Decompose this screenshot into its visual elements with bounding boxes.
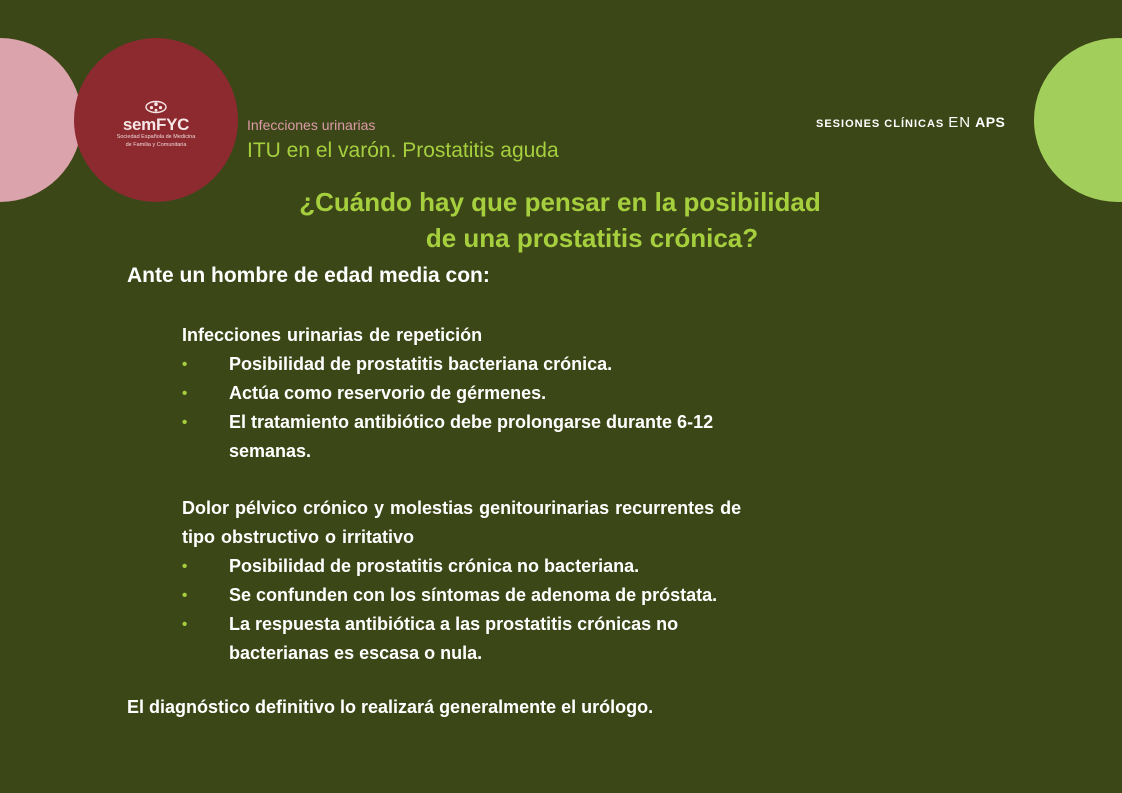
bullet-text-continuation: semanas.	[229, 441, 312, 461]
bullet-icon: •	[182, 356, 188, 373]
topic-label: Infecciones urinarias	[247, 117, 376, 133]
bullet-text: Actúa como reservorio de gérmenes.	[229, 383, 547, 403]
bullet-icon: •	[182, 587, 188, 604]
section-recurrent-infections	[182, 321, 942, 466]
section-heading-line2: tipo obstructivo o irritativo	[182, 527, 415, 547]
bullet-text: Posibilidad de prostatitis bacteriana crónica.	[229, 354, 613, 374]
lead-statement: Ante un hombre de edad media con:	[127, 264, 490, 287]
section-chronic-pain	[182, 494, 942, 668]
logo-subtitle-line1: Sociedad Española de Medicina	[116, 134, 196, 140]
bullet-text: Posibilidad de prostatitis crónica no bacteriana.	[229, 556, 640, 576]
list-item	[182, 610, 942, 668]
logo-name: semFYC	[122, 115, 190, 134]
list-item	[182, 379, 942, 408]
section-heading: Infecciones urinarias de repetición	[182, 325, 483, 345]
logo-subtitle-line2: de Familia y Comunitaria	[125, 141, 187, 148]
section-heading-line1: Dolor pélvico crónico y molestias genitourinarias recurrentes de	[182, 498, 742, 518]
bullet-icon: •	[182, 616, 188, 633]
bullet-text-continuation: bacterianas es escasa o nula.	[229, 643, 483, 663]
bullet-list	[182, 350, 942, 466]
question-line2: de una prostatitis crónica?	[425, 223, 759, 253]
semfyc-logo-icon	[143, 100, 169, 114]
series-branding	[816, 114, 1005, 132]
bullet-icon: •	[182, 558, 188, 575]
bullet-icon: •	[182, 414, 188, 431]
bullet-text: El tratamiento antibiótico debe prolongarse durante 6-12	[229, 412, 714, 432]
bullet-list	[182, 552, 942, 668]
series-label: SESIONES CLÍNICAS	[816, 118, 945, 130]
slide-question	[190, 184, 930, 256]
list-item	[182, 581, 942, 610]
semfyc-logo	[110, 100, 202, 148]
subtopic-title: ITU en el varón. Prostatitis aguda	[247, 139, 559, 162]
bullet-text: La respuesta antibiótica a las prostatitis crónicas no	[229, 614, 679, 634]
bullet-text: Se confunden con los síntomas de adenoma de próstata.	[229, 585, 718, 605]
series-connector: EN	[948, 114, 972, 131]
conclusion-statement: El diagnóstico definitivo lo realizará generalmente el urólogo.	[127, 697, 654, 717]
bullet-icon: •	[182, 385, 188, 402]
series-acronym: APS	[975, 114, 1006, 130]
list-item	[182, 350, 942, 379]
list-item	[182, 408, 942, 466]
question-line1: ¿Cuándo hay que pensar en la posibilidad	[299, 187, 821, 217]
decorative-pink-circle	[0, 38, 82, 202]
list-item	[182, 552, 942, 581]
decorative-green-circle	[1034, 38, 1122, 202]
